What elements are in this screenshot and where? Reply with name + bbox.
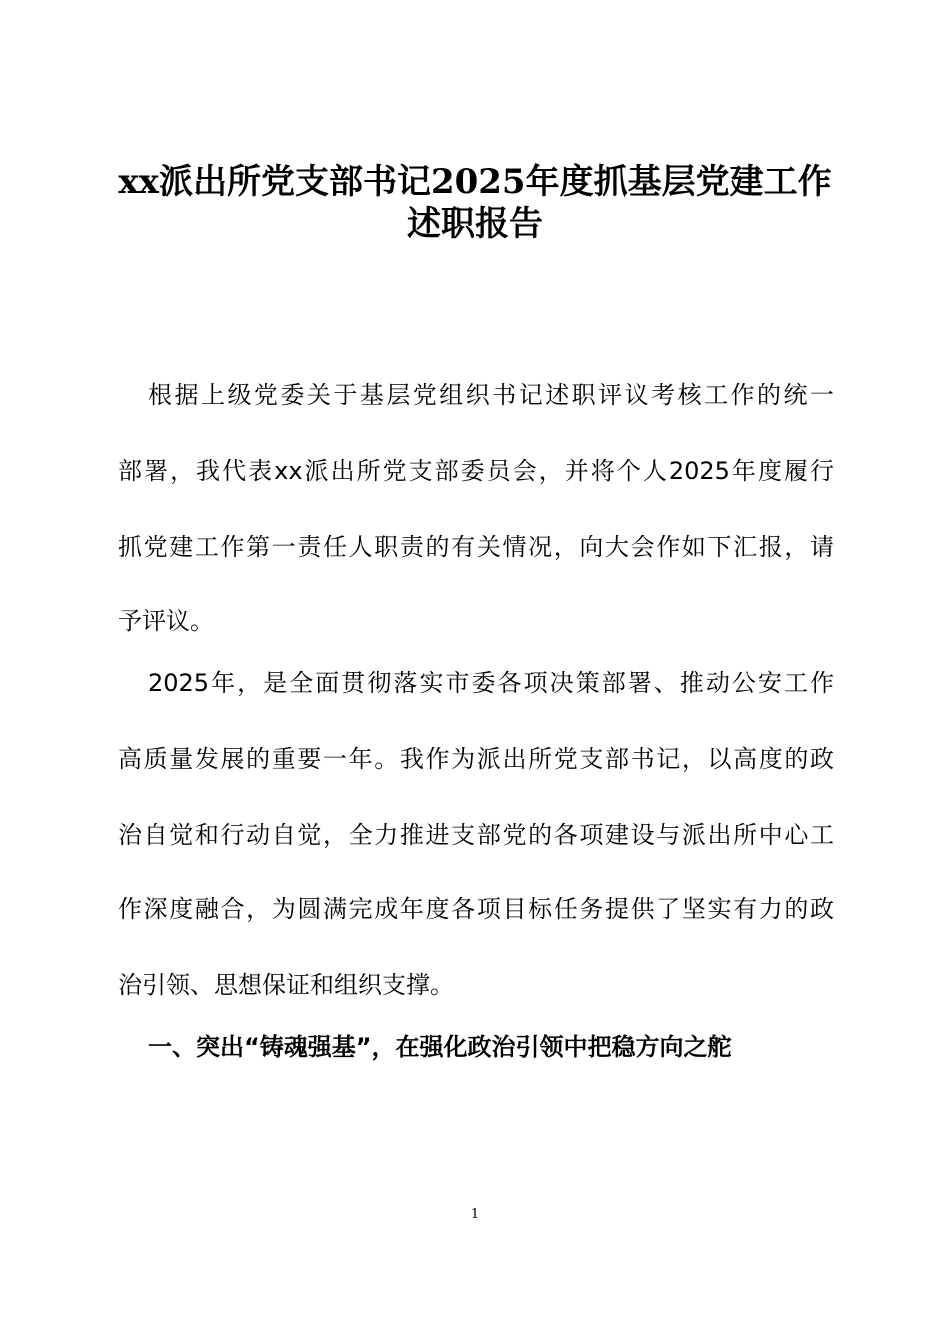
paragraph-1-line-2: 部署，我代表xx派出所党支部委员会，并将个人2025年度履行 (118, 457, 834, 485)
paragraph-2-line-3: 治自觉和行动自觉，全力推进支部党的各项建设与派出所中心工 (118, 821, 834, 849)
document-title-line-2: 述职报告 (407, 204, 543, 244)
document-title-line-1: xx派出所党支部书记2025年度抓基层党建工作 (118, 162, 832, 202)
paragraph-2-line-5: 治引领、思想保证和组织支撑。 (118, 971, 454, 999)
paragraph-2-line-1: 2025年，是全面贯彻落实市委各项决策部署、推动公安工作 (148, 669, 834, 697)
paragraph-2-line-4: 作深度融合，为圆满完成年度各项目标任务提供了坚实有力的政 (118, 895, 834, 923)
page-number: 1 (470, 1207, 480, 1222)
paragraph-1-line-4: 予评议。 (118, 607, 214, 635)
paragraph-2-line-2: 高质量发展的重要一年。我作为派出所党支部书记，以高度的政 (118, 745, 834, 773)
section-heading: 一、突出“铸魂强基”，在强化政治引领中把稳方向之舵 (148, 1033, 732, 1061)
paragraph-1-line-1: 根据上级党委关于基层党组织书记述职评议考核工作的统一 (148, 381, 834, 409)
paragraph-1-line-3: 抓党建工作第一责任人职责的有关情况，向大会作如下汇报，请 (118, 533, 834, 561)
